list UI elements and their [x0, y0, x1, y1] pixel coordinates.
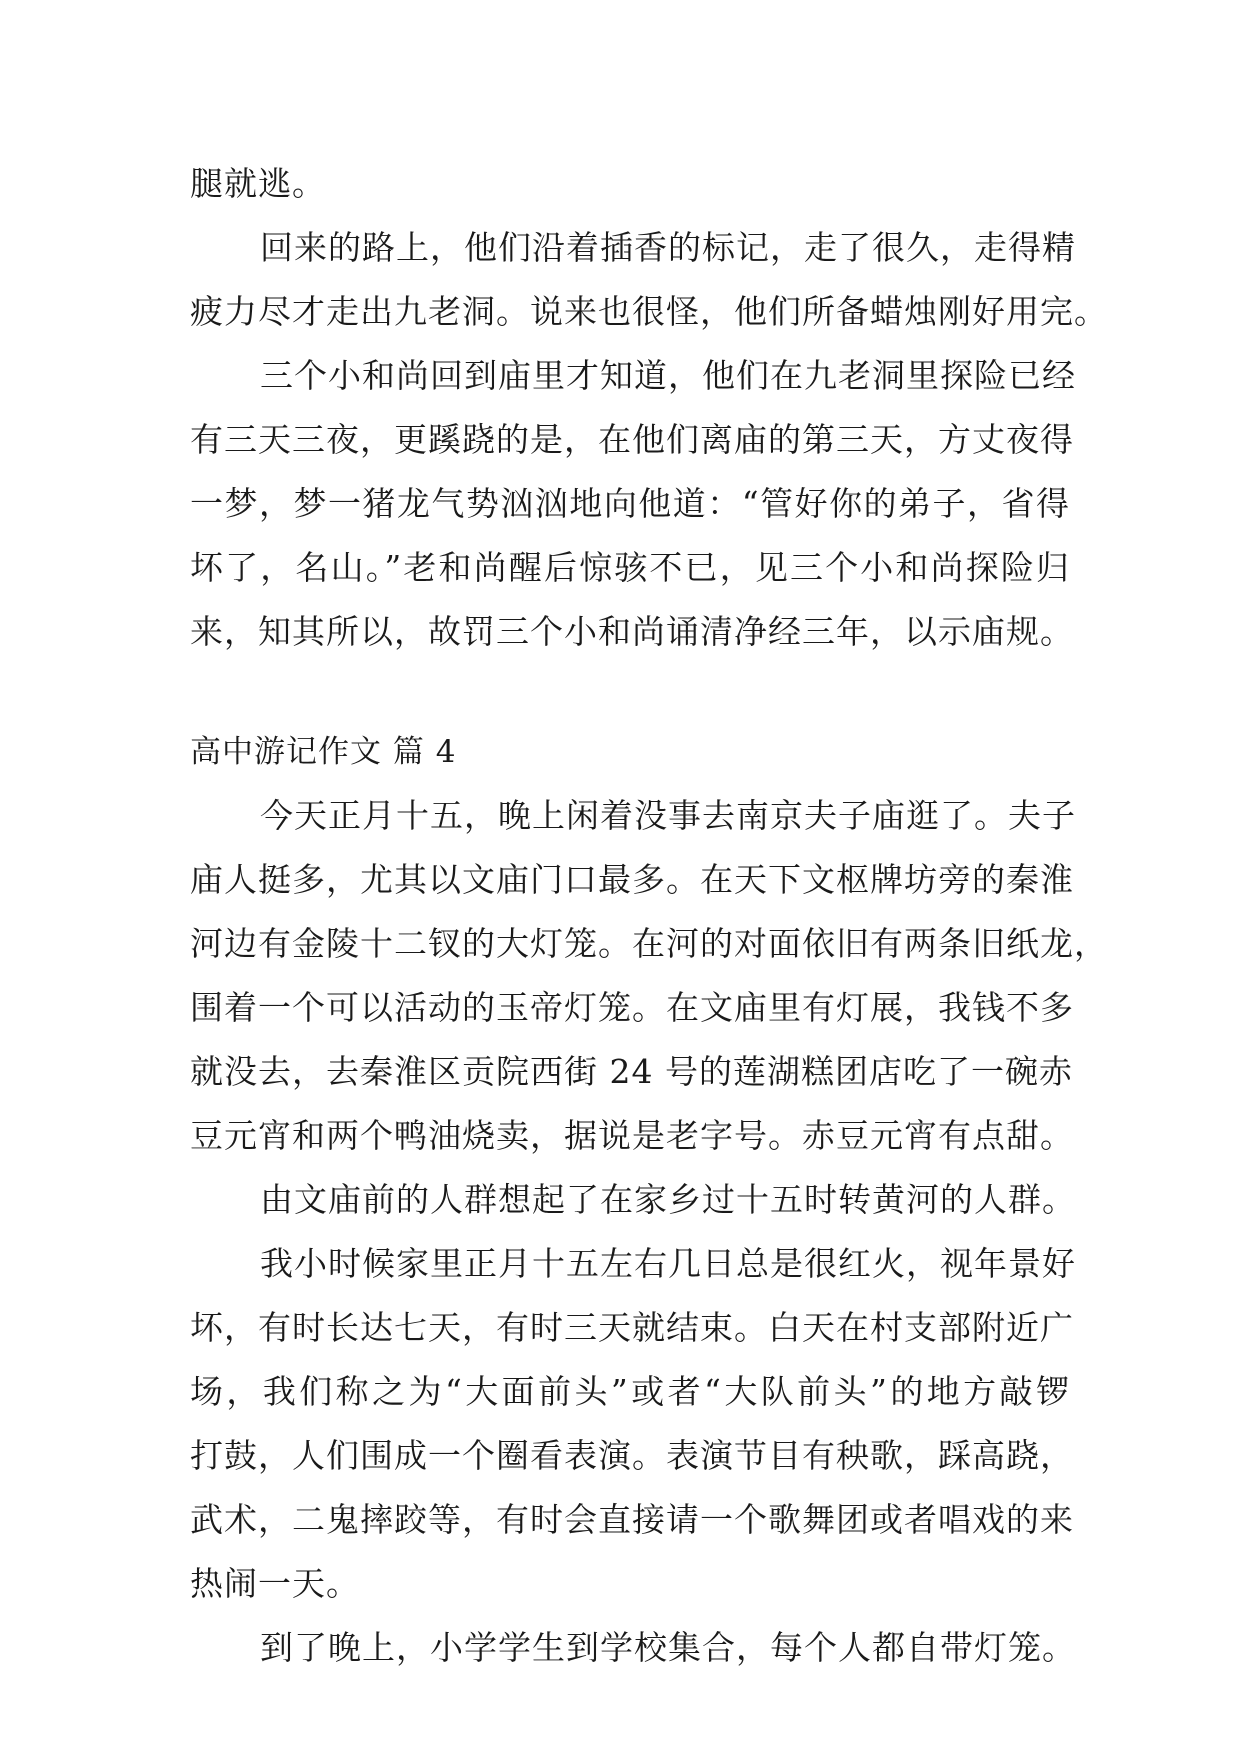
text-line: 来，知其所以，故罚三个小和尚诵清净经三年，以示庙规。	[190, 612, 1074, 651]
text-line: 围着一个可以活动的玉帝灯笼。在文庙里有灯展，我钱不多	[190, 988, 1074, 1027]
paragraph-group-story-ending	[190, 152, 1108, 664]
text-line: 我小时候家里正月十五左右几日总是很红火，视年景好	[260, 1244, 1076, 1283]
section-spacer	[190, 664, 1070, 720]
text-line: 一梦，梦一猪龙气势汹汹地向他道：“管好你的弟子，省得	[190, 484, 1070, 523]
text-line: 场，我们称之为“大面前头”或者“大队前头”的地方敲锣	[190, 1372, 1070, 1411]
text-line: 三个小和尚回到庙里才知道，他们在九老洞里探险已经	[260, 356, 1076, 395]
text-line: 坏了，名山。”老和尚醒后惊骇不已，见三个小和尚探险归	[190, 548, 1070, 587]
paragraph-group-section-4	[190, 784, 1108, 1680]
text-line: 今天正月十五，晚上闲着没事去南京夫子庙逛了。夫子	[260, 796, 1076, 835]
text-line: 坏，有时长达七天，有时三天就结束。白天在村支部附近广	[190, 1308, 1074, 1347]
text-line: 腿就逃。	[190, 164, 326, 203]
document-body	[190, 152, 1108, 1680]
text-line: 由文庙前的人群想起了在家乡过十五时转黄河的人群。	[260, 1180, 1076, 1219]
text-line: 豆元宵和两个鸭油烧卖，据说是老字号。赤豆元宵有点甜。	[190, 1116, 1074, 1155]
text-line: 疲力尽才走出九老洞。说来也很怪，他们所备蜡烛刚好用完。	[190, 292, 1108, 331]
text-line: 庙人挺多，尤其以文庙门口最多。在天下文枢牌坊旁的秦淮	[190, 860, 1074, 899]
text-line: 热闹一天。	[190, 1564, 360, 1603]
text-line: 武术，二鬼摔跤等，有时会直接请一个歌舞团或者唱戏的来	[190, 1500, 1074, 1539]
text-line: 就没去，去秦淮区贡院西街 24 号的莲湖糕团店吃了一碗赤	[190, 1052, 1073, 1091]
text-line: 到了晚上，小学学生到学校集合，每个人都自带灯笼。	[260, 1628, 1076, 1667]
section-title: 高中游记作文 篇 4	[190, 734, 457, 770]
text-line: 有三天三夜，更蹊跷的是，在他们离庙的第三天，方丈夜得	[190, 420, 1074, 459]
text-line: 河边有金陵十二钗的大灯笼。在河的对面依旧有两条旧纸龙，	[190, 924, 1108, 963]
text-line: 打鼓，人们围成一个圈看表演。表演节目有秧歌，踩高跷，	[190, 1436, 1074, 1475]
text-line: 回来的路上，他们沿着插香的标记，走了很久，走得精	[260, 228, 1076, 267]
